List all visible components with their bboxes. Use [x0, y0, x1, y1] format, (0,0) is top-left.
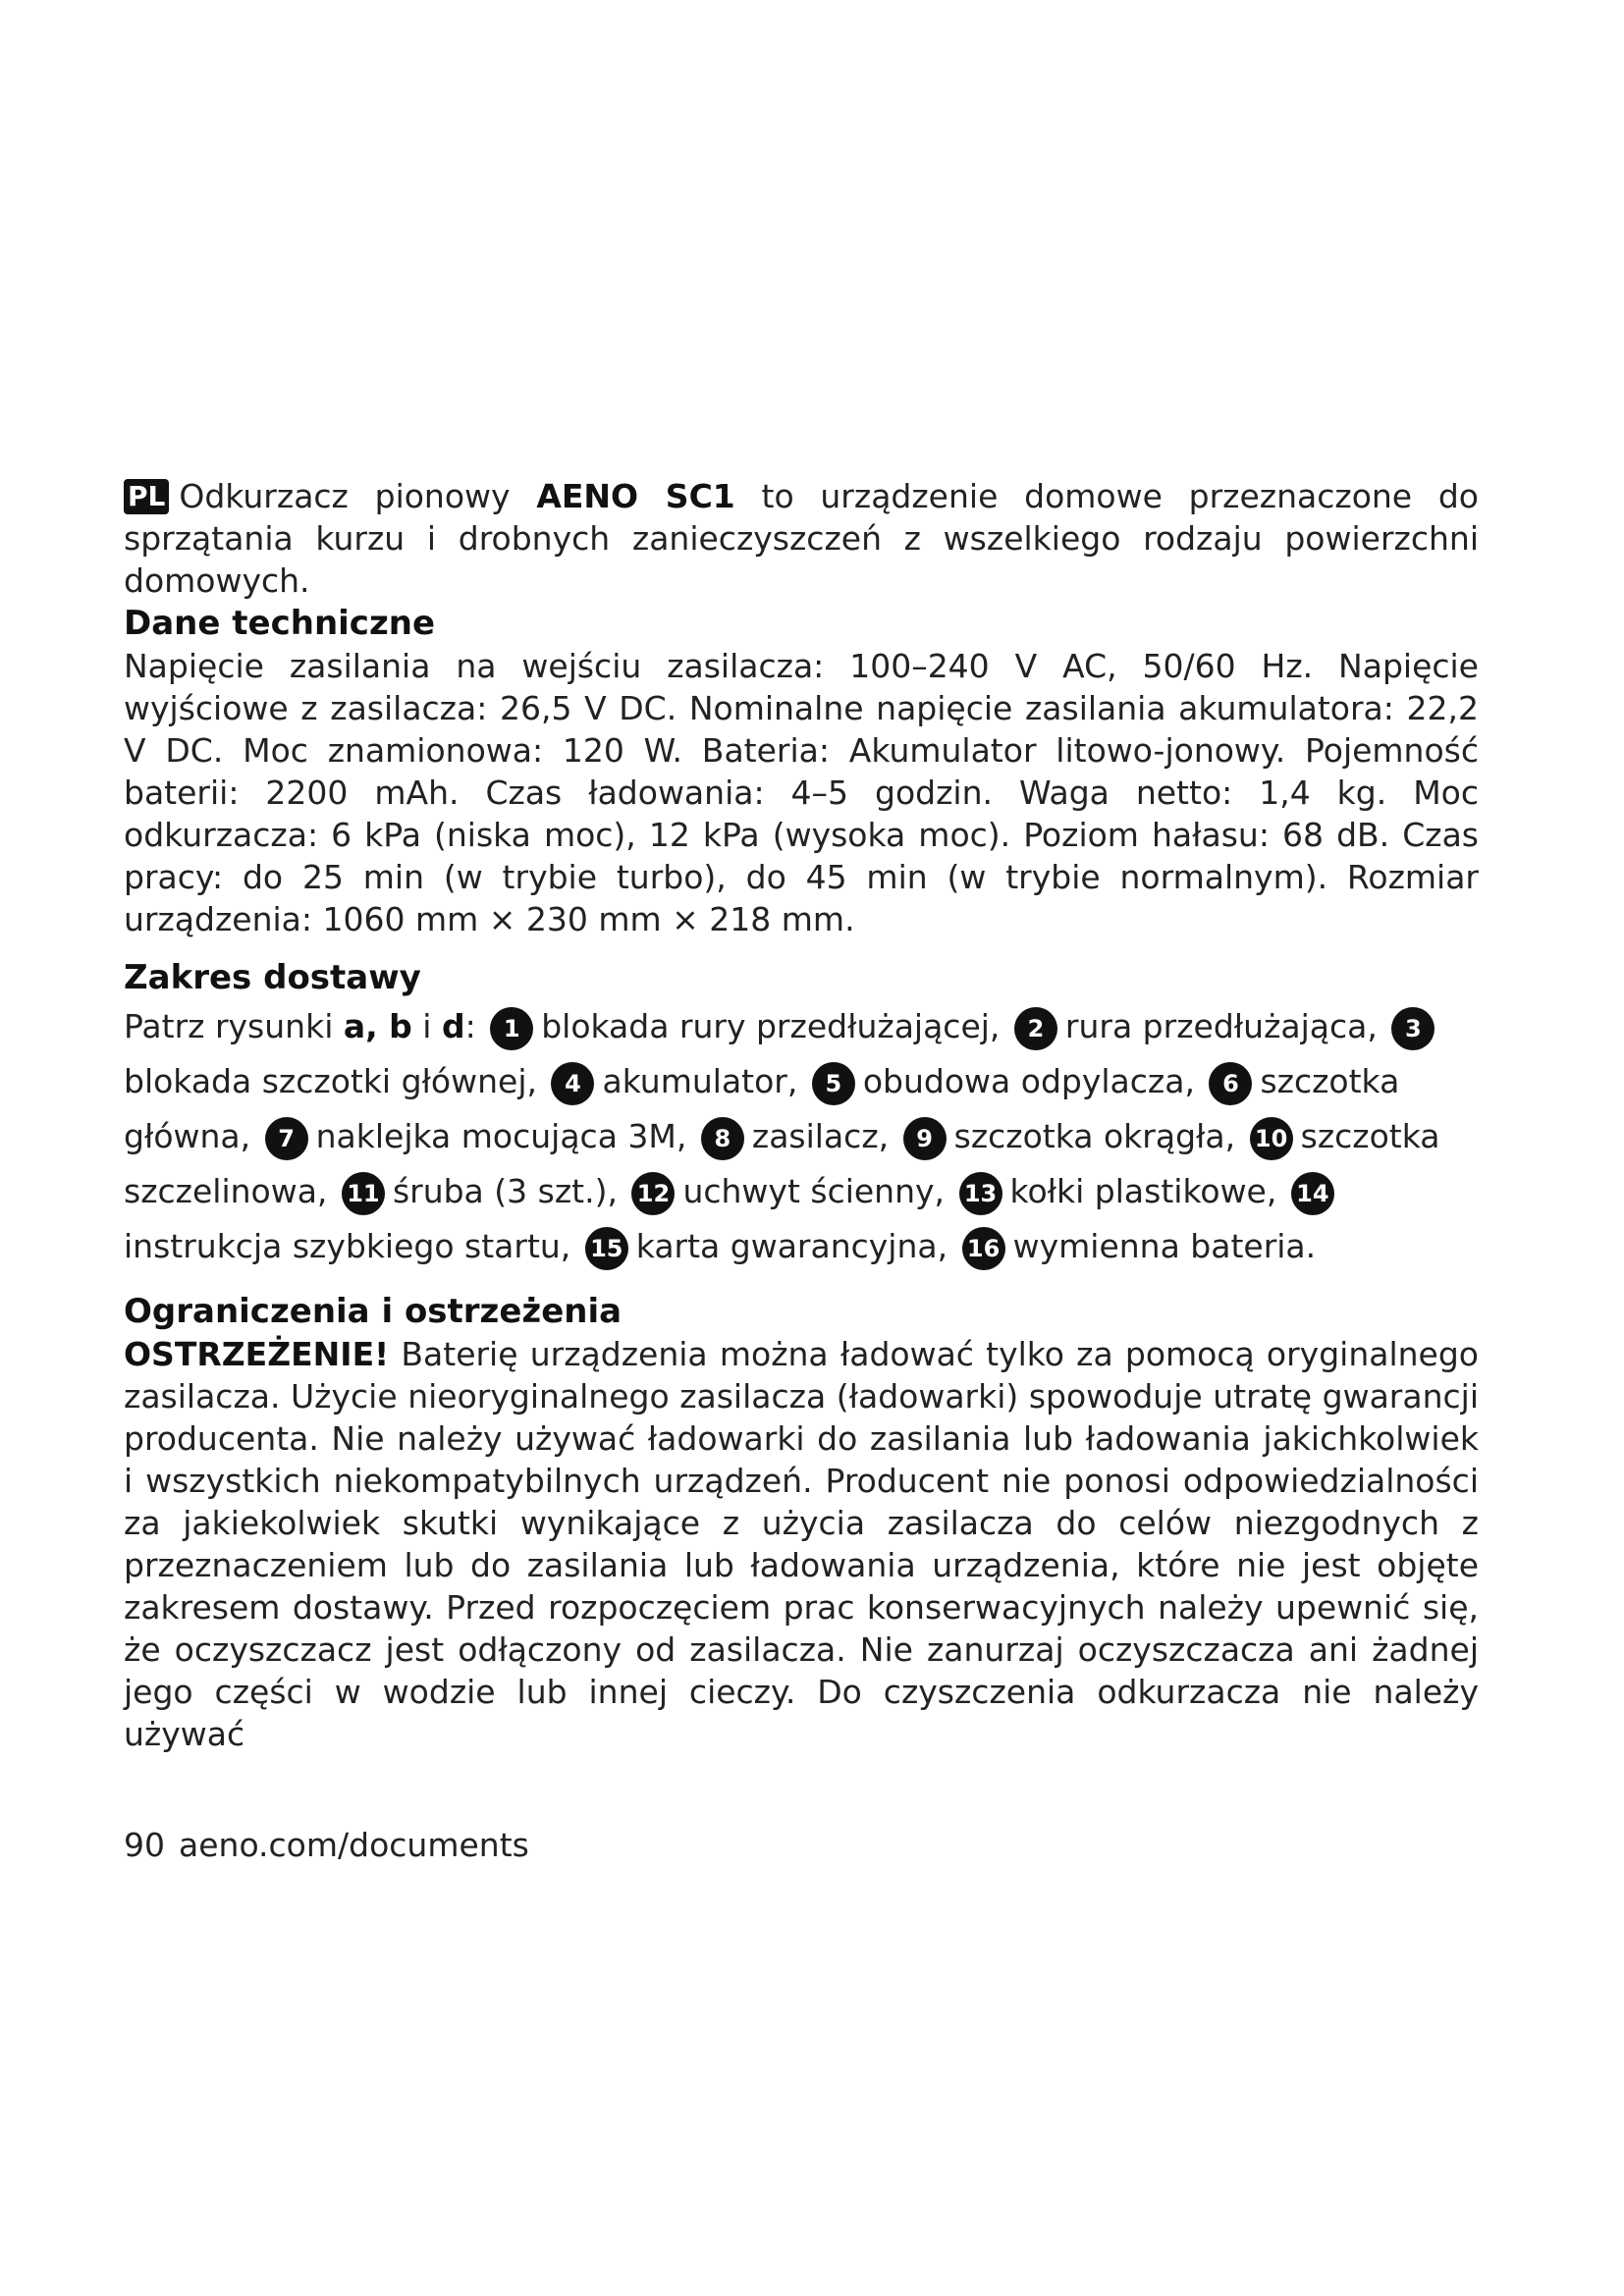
page-footer: [124, 1824, 529, 1867]
number-badge-icon: 5: [812, 1062, 855, 1105]
page-number: 90: [124, 1826, 165, 1864]
scope-item-label: obudowa odpylacza,: [862, 1062, 1195, 1100]
scope-item: [486, 1007, 1000, 1045]
scope-item: [547, 1062, 797, 1100]
number-badge-icon: 9: [903, 1117, 947, 1160]
number-badge-icon: 4: [551, 1062, 594, 1105]
scope-figures: a, b: [343, 1007, 412, 1045]
intro-paragraph: [124, 475, 1479, 602]
scope-item-label: blokada rury przedłużającej,: [541, 1007, 1001, 1045]
scope-list: [124, 999, 1479, 1274]
scope-item-label: rura przedłużająca,: [1064, 1007, 1378, 1045]
warnings-heading: Ograniczenia i ostrzeżenia: [124, 1292, 623, 1331]
scope-item: [955, 1172, 1277, 1210]
scope-item: [697, 1117, 889, 1155]
scope-item: [899, 1117, 1235, 1155]
number-badge-icon: 10: [1250, 1117, 1293, 1160]
number-badge-icon: 14: [1291, 1172, 1334, 1215]
warning-body: Baterię urządzenia można ładować tylko za pomocą oryginalnego zasilacza. Użycie nieoryginalnego zasilacza (ładowarki) spowoduje utratę gwarancji producenta. Nie należy używać ładowarki do zasilania lub ładowania jakichkolwiek i wszystkich niekompatybilnych urządzeń. Producent nie ponosi odpowiedzialności za jakiekolwiek skutki wynikające z użycia zasilacza do celów niezgodnych z przeznaczeniem lub do zasilania lub ładowania urządzenia, które nie jest objęte zakresem dostawy. Przed rozpoczęciem prac konserwacyjnych należy upewnić się, że oczyszczacz jest odłączony od zasilacza. Nie zanurzaj oczyszczacza ani żadnej jego części w wodzie lub innej cieczy. Do czyszczenia odkurzacza nie należy używać: [124, 1335, 1479, 1753]
number-badge-icon: 13: [959, 1172, 1002, 1215]
scope-item: [958, 1227, 1317, 1265]
number-badge-icon: 15: [585, 1227, 628, 1270]
scope-heading: Zakres dostawy: [124, 958, 421, 997]
warning-label: OSTRZEŻENIE!: [124, 1335, 390, 1373]
warnings-text: [124, 1333, 1479, 1755]
scope-item-label: karta gwarancyjna,: [635, 1227, 948, 1265]
scope-and: i: [422, 1007, 432, 1045]
scope-item-label: blokada szczotki głównej,: [124, 1062, 537, 1100]
scope-item-label: szczotka szczelinowa,: [124, 1117, 1440, 1210]
number-badge-icon: 16: [962, 1227, 1005, 1270]
number-badge-icon: 7: [265, 1117, 308, 1160]
scope-item-label: instrukcja szybkiego startu,: [124, 1227, 571, 1265]
scope-item: [338, 1172, 618, 1210]
scope-item-label: uchwyt ścienny,: [682, 1172, 946, 1210]
number-badge-icon: 6: [1209, 1062, 1252, 1105]
scope-figure-d: d: [441, 1007, 465, 1045]
scope-item-label: szczotka główna,: [124, 1062, 1400, 1155]
technical-text: Napięcie zasilania na wejściu zasilacza: 100–240 V AC, 50/60 Hz. Napięcie wyjściowe z zasilacza: 26,5 V DC. Nominalne napięcie zasilania akumulatora: 22,2 V DC. Moc znamionowa: 120 W. Bateria: Akumulator litowo-jonowy. Pojemność baterii: 2200 mAh. Czas ładowania: 4–5 godzin. Waga netto: 1,4 kg. Moc odkurzacza: 6 kPa (niska moc), 12 kPa (wysoka moc). Poziom hałasu: 68 dB. Czas pracy: do 25 min (w trybie turbo), do 45 min (w trybie normalnym). Rozmiar urządzenia: 1060 mm × 230 mm × 218 mm.: [124, 647, 1479, 938]
scope-item-label: szczotka okrągła,: [953, 1117, 1236, 1155]
scope-item-label: zasilacz,: [751, 1117, 890, 1155]
product-name: AENO SC1: [536, 477, 735, 515]
number-badge-icon: 8: [701, 1117, 744, 1160]
scope-item-label: naklejka mocująca 3M,: [315, 1117, 687, 1155]
number-badge-icon: 11: [342, 1172, 385, 1215]
language-badge: PL: [124, 479, 169, 514]
number-badge-icon: 2: [1014, 1007, 1057, 1050]
scope-item: [808, 1062, 1195, 1100]
scope-item-label: kołki plastikowe,: [1009, 1172, 1277, 1210]
scope-item: [581, 1227, 947, 1265]
number-badge-icon: 12: [631, 1172, 675, 1215]
number-badge-icon: 1: [490, 1007, 533, 1050]
document-page: [124, 475, 1479, 1755]
technical-heading: Dane techniczne: [124, 604, 436, 643]
scope-item: [1010, 1007, 1378, 1045]
intro-before: Odkurzacz pionowy: [179, 477, 511, 515]
scope-item: [261, 1117, 687, 1155]
scope-item-label: akumulator,: [602, 1062, 798, 1100]
scope-prefix: Patrz rysunki: [124, 1007, 334, 1045]
intro-after: to urządzenie domowe przeznaczone do sprzątania kurzu i drobnych zanieczyszczeń z wszelkiego rodzaju powierzchni domowych.: [124, 477, 1479, 600]
footer-url: aeno.com/documents: [179, 1826, 529, 1864]
scope-item-label: wymienna bateria.: [1012, 1227, 1317, 1265]
scope-item-label: śruba (3 szt.),: [392, 1172, 618, 1210]
scope-colon: :: [464, 1007, 476, 1045]
scope-item: [627, 1172, 945, 1210]
number-badge-icon: 3: [1391, 1007, 1435, 1050]
